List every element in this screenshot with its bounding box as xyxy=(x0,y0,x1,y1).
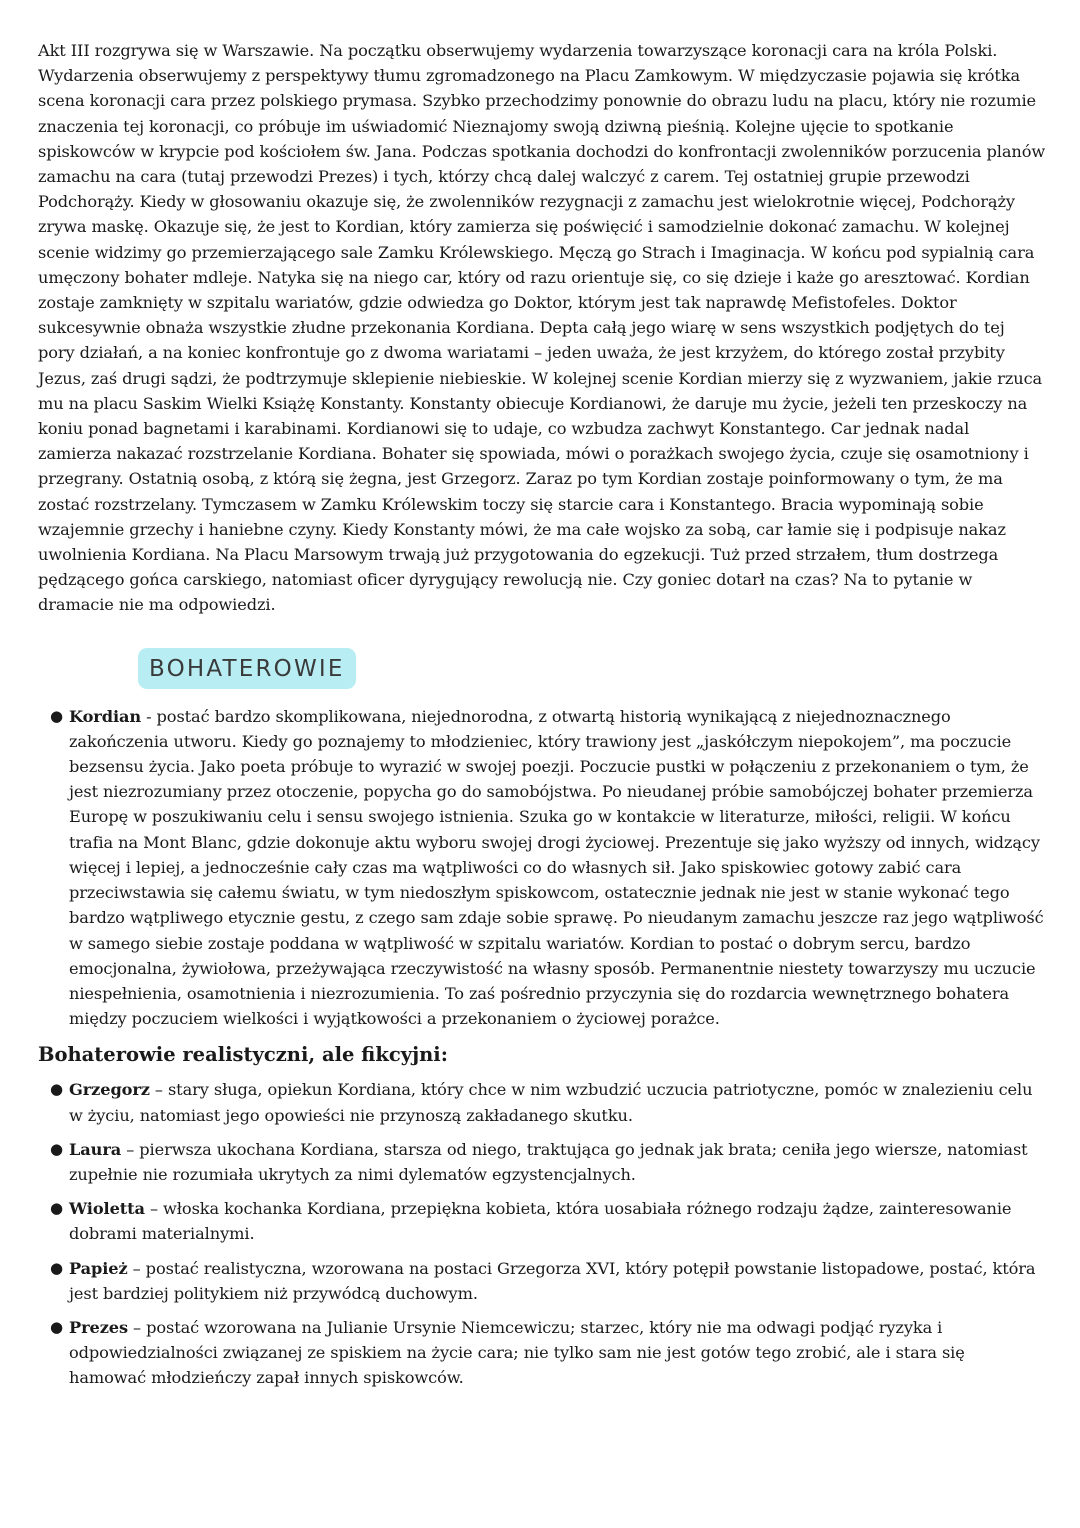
character-item-prezes xyxy=(38,1315,1046,1391)
character-name: Laura xyxy=(69,1139,122,1159)
character-description: – włoska kochanka Kordiana, przepiękna kobieta, która uosabiała różnego rodzaju żądze, zainteresowanie dobrami materialnymi. xyxy=(69,1199,1012,1244)
character-item-grzegorz xyxy=(38,1077,1046,1127)
character-name: Wioletta xyxy=(69,1199,145,1219)
character-description: – pierwsza ukochana Kordiana, starsza od niego, traktująca go jednak jak brata; ceniła jego wiersze, natomiast zupełnie nie rozumiała ukrytych za nimi dylematów egzystencjalnych. xyxy=(69,1139,1028,1184)
bullet-icon: ● xyxy=(50,1139,63,1158)
character-description: – postać realistyczna, wzorowana na postaci Grzegorza XVI, który potępił powstanie listopadowe, postać, która jest bardziej politykiem niż przywódcą duchowym. xyxy=(69,1258,1036,1303)
bullet-icon: ● xyxy=(50,1080,63,1099)
character-item-laura xyxy=(38,1137,1046,1187)
character-item-kordian xyxy=(38,704,1046,1032)
character-description: – postać wzorowana na Julianie Ursynie Niemcewiczu; starzec, który nie ma odwagi podjąć ryzyka i odpowiedzialności związanej ze spiskiem na życie cara; nie tylko sam nie jest gotów tego zrobić, ale i stara się hamować młodzieńczy zapał innych spiskowców. xyxy=(69,1317,965,1388)
character-name: Kordian xyxy=(69,706,142,726)
character-item-wioletta xyxy=(38,1196,1046,1246)
plot-summary-paragraph: Akt III rozgrywa się w Warszawie. Na początku obserwujemy wydarzenia towarzyszące koronacji cara na króla Polski. Wydarzenia obserwujemy z perspektywy tłumu zgromadzonego na Placu Zamkowym. W międzyczasie pojawia się krótka scena koronacji cara przez polskiego prymasa. Szybko przechodzimy ponownie do obrazu ludu na placu, który nie rozumie znaczenia tej koronacji, co próbuje im uświadomić Nieznajomy swoją dziwną pieśnią. Kolejne ujęcie to spotkanie spiskowców w krypcie pod kościołem św. Jana. Podczas spotkania dochodzi do konfrontacji zwolenników porzucenia planów zamachu na cara (tutaj przewodzi Prezes) i tych, którzy chcą dalej walczyć z carem. Tej ostatniej grupie przewodzi Podchorąży. Kiedy w głosowaniu okazuje się, że zwolenników rezygnacji z zamachu jest wielokrotnie więcej, Podchorąży zrywa maskę. Okazuje się, że jest to Kordian, który zamierza się poświęcić i samodzielnie dokonać zamachu. W kolejnej scenie widzimy go przemierzającego sale Zamku Królewskiego. Męczą go Strach i Imaginacja. W końcu pod sypialnią cara umęczony bohater mdleje. Natyka się na niego car, który od razu orientuje się, co się dzieje i każe go aresztować. Kordian zostaje zamknięty w szpitalu wariatów, gdzie odwiedza go Doktor, którym jest tak naprawdę Mefistofeles. Doktor sukcesywnie obnaża wszystkie złudne przekonania Kordiana. Depta całą jego wiarę w sens wszystkich podjętych do tej pory działań, a na koniec konfrontuje go z dwoma wariatami – jeden uważa, że jest krzyżem, do którego został przybity Jezus, zaś drugi sądzi, że podtrzymuje sklepienie niebieskie. W kolejnej scenie Kordian mierzy się z wyzwaniem, jakie rzuca mu na placu Saskim Wielki Książę Konstanty. Konstanty obiecuje Kordianowi, że daruje mu życie, jeżeli ten przeskoczy na koniu ponad bagnetami i karabinami. Kordianowi się to udaje, co wzbudza zachwyt Konstantego. Car jednak nadal zamierza nakazać rozstrzelanie Kordiana. Bohater się spowiada, mówi o porażkach swojego życia, czuje się osamotniony i przegrany. Ostatnią osobą, z którą się żegna, jest Grzegorz. Zaraz po tym Kordian zostaje poinformowany o tym, że ma zostać rozstrzelany. Tymczasem w Zamku Królewskim toczy się starcie cara i Konstantego. Bracia wypominają sobie wzajemnie grzechy i haniebne czyny. Kiedy Konstanty mówi, że ma całe wojsko za sobą, car łamie się i podpisuje nakaz uwolnienia Kordiana. Na Placu Marsowym trwają już przygotowania do egzekucji. Tuż przed strzałem, tłum dostrzega pędzącego gońca carskiego, natomiast oficer dyrygujący rewolucją nie. Czy goniec dotarł na czas? Na to pytanie w dramacie nie ma odpowiedzi. xyxy=(38,41,1046,615)
section-heading-wrapper xyxy=(138,648,1046,696)
bullet-icon: ● xyxy=(50,1258,63,1277)
bullet-icon: ● xyxy=(50,1317,63,1336)
character-list xyxy=(38,1077,1046,1390)
character-item-papiez xyxy=(38,1256,1046,1306)
section-heading: BOHATEROWIE xyxy=(138,648,356,689)
character-description: - postać bardzo skomplikowana, niejednorodna, z otwartą historią wynikającą z niejednoznacznego zakończenia utworu. Kiedy go poznajemy to młodzieniec, który trawiony jest „jaskółczym niepokojem”, ma poczucie bezsensu życia. Jako poeta próbuje to wyrazić w swojej poezji. Poczucie pustki w połączeniu z przekonaniem o tym, że jest niezrozumiany przez otoczenie, popycha go do samobójstwa. Po nieudanej próbie samobójczej bohater przemierza Europę w poszukiwaniu celu i sensu swojego istnienia. Szuka go w kontakcie w literaturze, miłości, religii. W końcu trafia na Mont Blanc, gdzie dokonuje aktu wyboru swojej drogi życiowej. Prezentuje się jako wyższy od innych, widzący więcej i lepiej, a jednocześnie cały czas ma wątpliwości co do własnych sił. Jako spiskowiec gotowy zabić cara przeciwstawia się całemu światu, w tym niedoszłym spiskowcom, ostatecznie jednak nie jest w stanie wykonać tego bardzo wątpliwego etycznie gestu, z czego sam zdaje sobie sprawę. Po nieudanym zamachu jeszcze raz jego wątpliwość w samego siebie zostaje poddana w wątpliwość w szpitalu wariatów. Kordian to postać o dobrym sercu, bardzo emocjonalna, żywiołowa, przeżywająca rzeczywistość na własny sposób. Permanentnie niestety towarzyszy mu uczucie niespełnienia, osamotnienia i niezrozumienia. To zaś pośrednio przyczynia się do rozdarcia wewnętrznego bohatera między poczuciem wielkości i wyjątkowości a przekonaniem o życiowej porażce. xyxy=(69,706,1044,1029)
character-name: Papież xyxy=(69,1258,128,1278)
character-name: Grzegorz xyxy=(69,1080,150,1100)
sub-heading: Bohaterowie realistyczni, ale fikcyjni: xyxy=(38,1043,448,1067)
bullet-icon: ● xyxy=(50,706,63,725)
document-page xyxy=(38,38,1046,1400)
bullet-icon: ● xyxy=(50,1199,63,1218)
character-name: Prezes xyxy=(69,1317,129,1337)
main-character-list xyxy=(38,704,1046,1032)
character-description: – stary sługa, opiekun Kordiana, który chce w nim wzbudzić uczucia patriotyczne, pomóc w znalezieniu celu w życiu, natomiast jego opowieści nie przynoszą zakładanego skutku. xyxy=(69,1080,1033,1125)
